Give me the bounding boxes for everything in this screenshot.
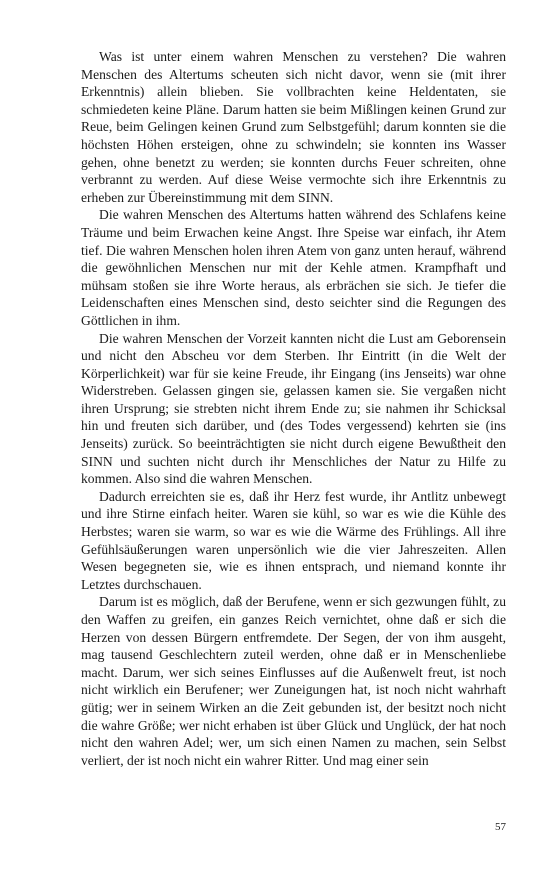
page-number: 57 <box>495 821 506 833</box>
paragraph: Die wahren Menschen des Altertums hatten während des Schlafens keine Träume und beim Erwachen keine Angst. Ihre Speise war einfach, ihr Atem tief. Die wahren Menschen holen ihren Atem von ganz unten herauf, während die gewöhnlichen Menschen nur mit der Kehle atmen. Krampfhaft und mühsam stoßen sie ihre Worte heraus, als erbrächen sie sich. Je tiefer die Leidenschaften eines Menschen sind, desto seichter sind die Regungen des Göttlichen in ihm. <box>81 207 506 328</box>
paragraph: Dadurch erreichten sie es, daß ihr Herz fest wurde, ihr Antlitz unbewegt und ihre Stirne einfach heiter. Waren sie kühl, so war es wie die Kühle des Herbstes; waren sie warm, so war es wie die Wärme des Frühlings. All ihre Gefühlsäußerungen waren unpersönlich wie die vier Jahreszeiten. Allen Wesen begegneten sie, wie es ihnen entsprach, und niemand konnte ihr Letztes durchschauen. <box>81 488 506 592</box>
page-text <box>81 48 506 769</box>
paragraph: Die wahren Menschen der Vorzeit kannten nicht die Lust am Geborensein und nicht den Abscheu vor dem Sterben. Ihr Eintritt (in die Welt der Körperlichkeit) war für sie keine Freude, ihr Eingang (ins Jenseits) war ohne Widerstreben. Gelassen gingen sie, gelassen kamen sie. Sie vergaßen nicht ihren Ursprung; sie strebten nicht ihrem Ende zu; sie nahmen ihr Schicksal hin und freuten sich darüber, und (des Todes vergessend) kehrten sie (ins Jenseits) zurück. So beeinträchtigten sie nicht durch eigene Bewußtheit den SINN und suchten nicht durch ihr Menschliches der Natur zu Hilfe zu kommen. Also sind die wahren Menschen. <box>81 330 506 487</box>
paragraph: Darum ist es möglich, daß der Berufene, wenn er sich gezwungen fühlt, zu den Waffen zu greifen, ein ganzes Reich vernichtet, ohne daß er sich die Herzen von dessen Bürgern entfremdete. Der Segen, der von ihm ausgeht, mag tausend Geschlechtern zuteil werden, ohne daß er in Menschenliebe macht. Darum, wer sich seines Einflusses auf die Außenwelt freut, ist noch nicht wirklich ein Berufener; wer Zuneigungen hat, ist noch nicht wahrhaft gütig; wer in seinem Wirken an die Zeit gebunden ist, der besitzt noch nicht die wahre Größe; wer nicht erhaben ist über Glück und Unglück, der hat noch nicht den wahren Adel; wer, um sich einen Namen zu machen, sein Selbst verliert, der ist noch nicht ein wahrer Ritter. Und mag einer sein <box>81 594 506 768</box>
paragraph: Was ist unter einem wahren Menschen zu verstehen? Die wahren Menschen des Altertums scheuten sich nicht davor, wenn sie (mit ihrer Erkenntnis) allein blieben. Sie vollbrachten keine Heldentaten, sie schmiedeten keine Pläne. Darum hatten sie beim Mißlingen keinen Grund zur Reue, beim Gelingen keinen Grund zum Selbstgefühl; darum konnten sie die höchsten Höhen ersteigen, ohne zu schwindeln; sie konnten ins Wasser gehen, ohne benetzt zu werden; sie konnten durchs Feuer schreiten, ohne verbrannt zu werden. Auf diese Weise vermochte sich ihre Erkenntnis zu erheben zur Übereinstimmung mit dem SINN. <box>81 49 506 205</box>
